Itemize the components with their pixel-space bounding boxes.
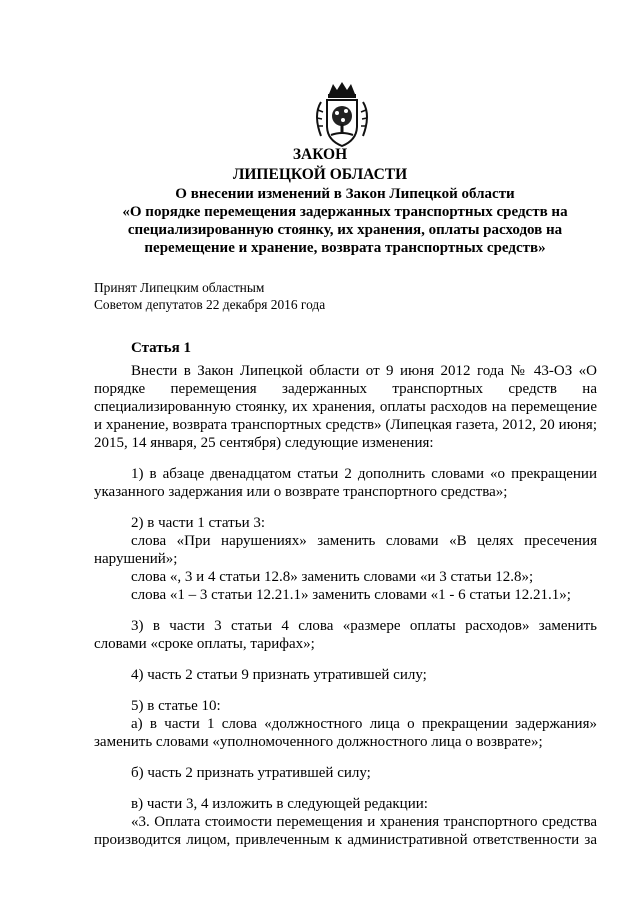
article-heading: Статья 1 <box>131 340 191 356</box>
region-title: ЛИПЕЦКОЙ ОБЛАСТИ <box>232 166 408 183</box>
amendment-item-3: 3) в части 3 статьи 4 слова «размере оплаты расходов» заменить словами «сроке оплаты, тарифах»; <box>94 618 597 652</box>
amendment-item-5c: в) части 3, 4 изложить в следующей редакции: <box>131 796 428 812</box>
amendment-item-4: 4) часть 2 статьи 9 признать утратившей силу; <box>131 667 427 683</box>
article-body <box>94 362 597 849</box>
law-subtitle <box>95 185 595 257</box>
amendment-item-2c: слова «1 – 3 статьи 12.21.1» заменить словами «1 - 6 статьи 12.21.1»; <box>131 587 571 603</box>
law-label: ЗАКОН <box>292 146 348 163</box>
adoption-note <box>94 279 325 313</box>
adoption-line: Принят Липецким областным <box>94 280 265 295</box>
amendment-item-2b: слова «, 3 и 4 статьи 12.8» заменить словами «и 3 статьи 12.8»; <box>131 569 534 585</box>
adoption-line: Советом депутатов 22 декабря 2016 года <box>94 297 326 312</box>
subtitle-line: специализированную стоянку, их хранения, оплаты расходов на <box>127 222 563 238</box>
amendment-item-2-heading: 2) в части 1 статьи 3: <box>131 515 266 531</box>
subtitle-line: перемещение и хранение, возврата транспортных средств» <box>144 240 546 256</box>
subtitle-line: О внесении изменений в Закон Липецкой области <box>175 186 515 202</box>
new-part-3-text: «3. Оплата стоимости перемещения и хранения транспортного средства производится лицом, привлеченным к административной ответственности за <box>94 814 597 848</box>
article-intro: Внести в Закон Липецкой области от 9 июня 2012 года № 43-ОЗ «О порядке перемещения задержанных транспортных средств на специализированную стоянку, их хранения, оплаты расходов на перемещение и хранение, возврата транспортных средств» (Липецкая газета, 2012, 20 июня; 2015, 14 января, 25 сентября) следующие изменения: <box>94 363 597 451</box>
amendment-item-5a: а) в части 1 слова «должностного лица о прекращении задержания» заменить словами «уполномоченного должностного лица о возврате»; <box>94 716 597 750</box>
lipetsk-coat-of-arms-icon <box>307 80 377 150</box>
amendment-item-1: 1) в абзаце двенадцатом статьи 2 дополнить словами «о прекращении указанного задержания или о возврате транспортного средства»; <box>94 466 597 500</box>
amendment-item-2a: слова «При нарушениях» заменить словами «В целях пресечения нарушений»; <box>94 533 597 567</box>
amendment-item-5b: б) часть 2 признать утратившей силу; <box>131 765 371 781</box>
subtitle-line: «О порядке перемещения задержанных транспортных средств на <box>122 204 568 220</box>
amendment-item-5-heading: 5) в статье 10: <box>131 698 221 714</box>
